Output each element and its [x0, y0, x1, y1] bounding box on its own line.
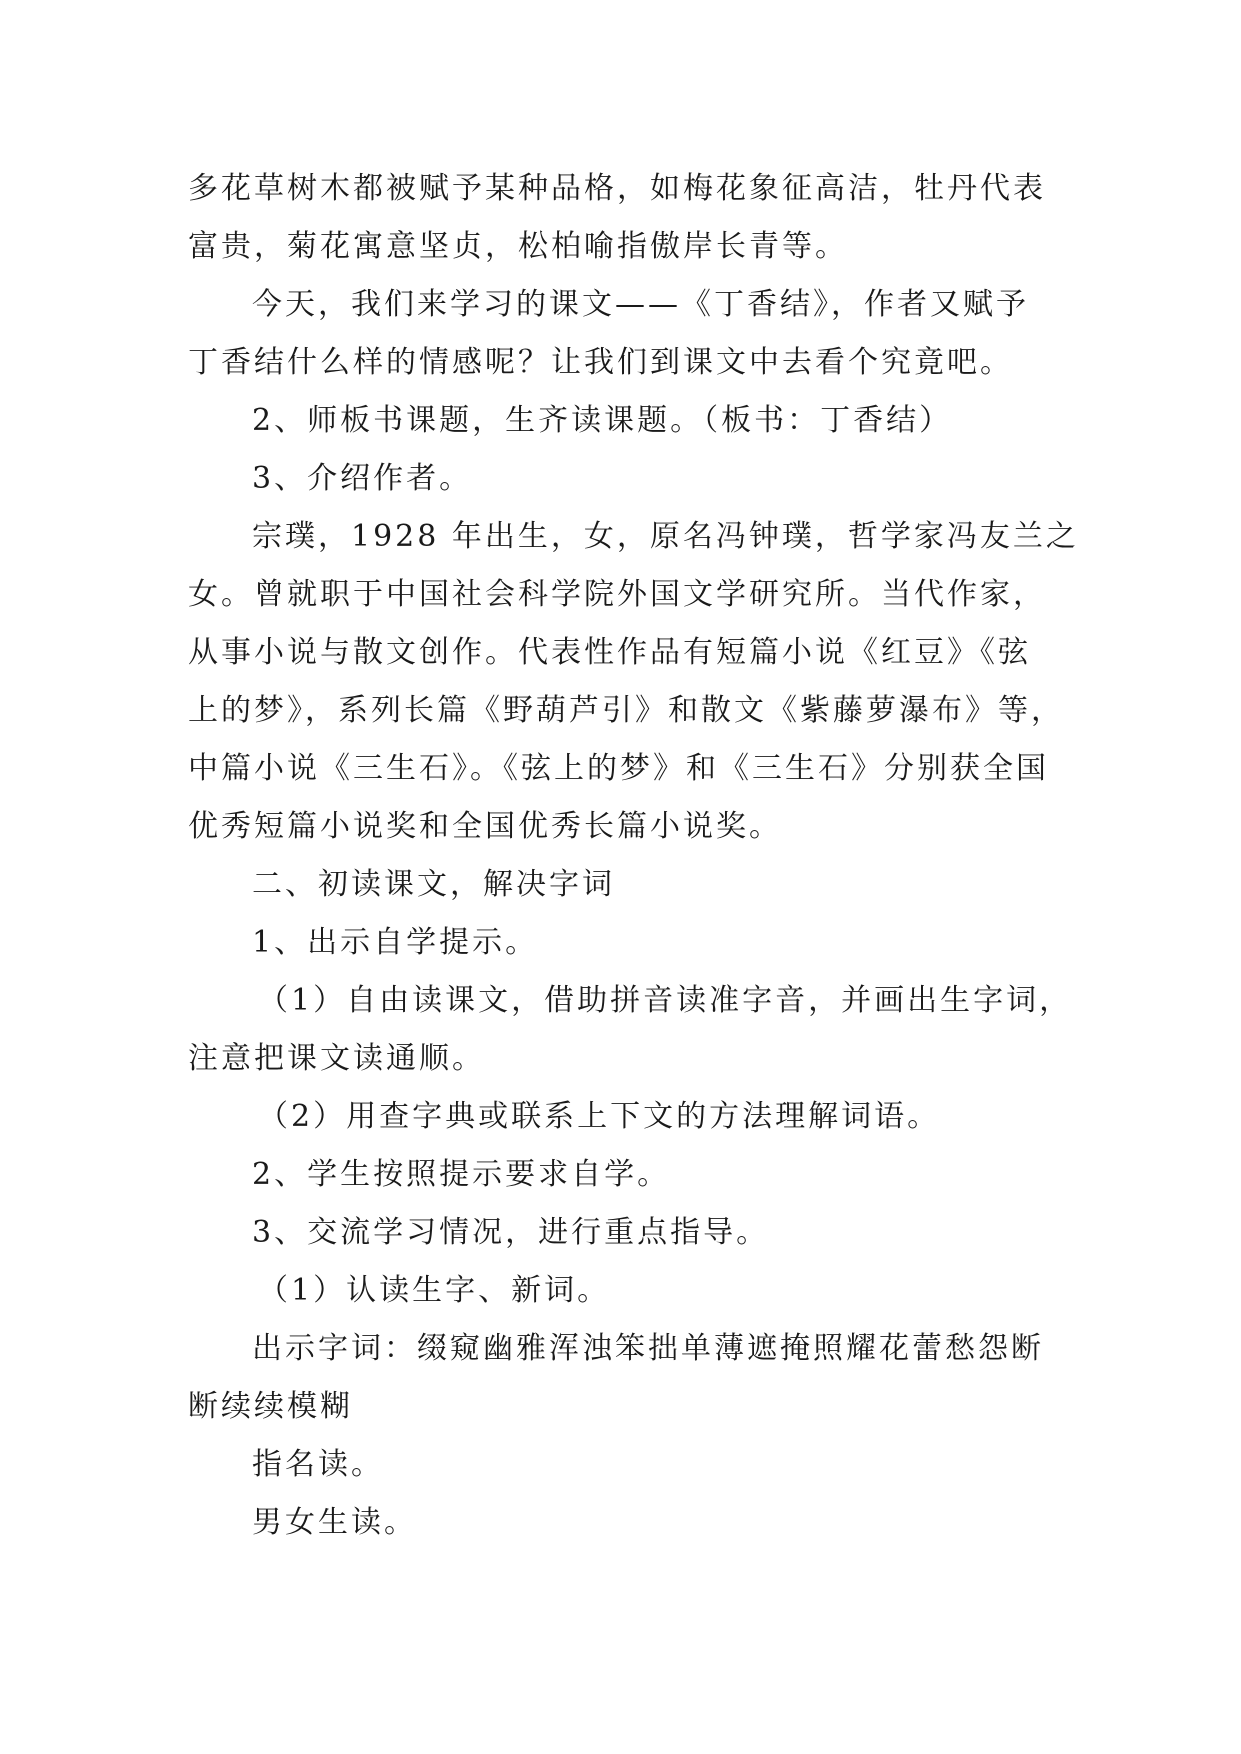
text-line: 上的梦》，系列长篇《野葫芦引》和散文《紫藤萝瀑布》等， [188, 693, 1064, 728]
text-line: 指名读。 [252, 1447, 384, 1482]
text-line: 注意把课文读通顺。 [188, 1041, 485, 1076]
text-line: 男女生读。 [252, 1505, 417, 1540]
text-line: 富贵，菊花寓意坚贞，松柏喻指傲岸长青等。 [188, 229, 848, 264]
text-line: 今天，我们来学习的课文——《丁香结》，作者又赋予 [252, 287, 1029, 322]
text-line: （1）认读生字、新词。 [258, 1273, 611, 1308]
text-line: 中篇小说《三生石》。《弦上的梦》和《三生石》分别获全国 [188, 751, 1049, 786]
text-line: 断续续模糊 [188, 1389, 353, 1424]
text-line: 出示字词：缀窥幽雅浑浊笨拙单薄遮掩照耀花蕾愁怨断 [252, 1331, 1044, 1366]
text-line: （2）用查字典或联系上下文的方法理解词语。 [258, 1099, 941, 1134]
text-line: 3、交流学习情况，进行重点指导。 [252, 1215, 770, 1250]
text-line: （1）自由读课文，借助拼音读准字音，并画出生字词， [258, 983, 1073, 1018]
text-line: 3、介绍作者。 [252, 461, 473, 496]
section-heading: 二、初读课文，解决字词 [252, 867, 615, 902]
text-line: 从事小说与散文创作。代表性作品有短篇小说《红豆》《弦 [188, 635, 1031, 670]
body-text [188, 160, 1079, 1552]
text-line: 2、师板书课题，生齐读课题。（板书：丁香结） [252, 403, 953, 438]
text-line: 多花草树木都被赋予某种品格，如梅花象征高洁，牡丹代表 [188, 171, 1046, 206]
text-line: 1、出示自学提示。 [252, 925, 539, 960]
text-line: 优秀短篇小说奖和全国优秀长篇小说奖。 [188, 809, 782, 844]
text-line: 2、学生按照提示要求自学。 [252, 1157, 671, 1192]
text-line: 宗璞，1928 年出生，女，原名冯钟璞，哲学家冯友兰之 [252, 519, 1079, 554]
text-line: 丁香结什么样的情感呢？让我们到课文中去看个究竟吧。 [188, 345, 1013, 380]
text-line: 女。曾就职于中国社会科学院外国文学研究所。当代作家， [188, 577, 1046, 612]
